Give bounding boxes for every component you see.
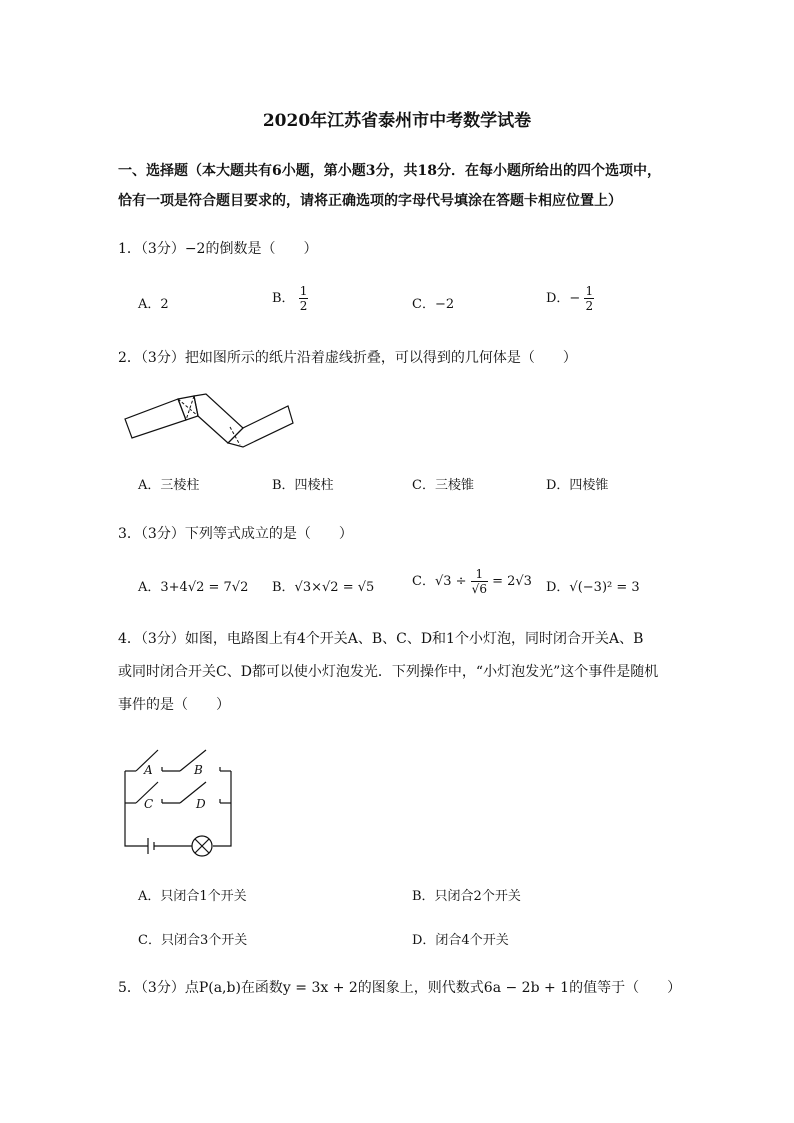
q4-option-a: A．只闭合1个开关 — [138, 889, 247, 904]
question-4-line-3: 事件的是（ ） — [118, 697, 230, 713]
circuit-diagram — [118, 742, 238, 858]
fraction-denominator: 2 — [585, 299, 594, 313]
paper-left-rect — [125, 399, 186, 438]
question-5-stem: 5．（3分）点P(a,b)在函数y = 3x + 2的图象上，则代数式6a − 2b + 1的值等于（ ） — [118, 980, 682, 996]
fraction-numerator: 1 — [585, 284, 594, 298]
fold-line-2 — [186, 396, 194, 420]
q3-option-c-fraction — [471, 567, 488, 596]
wire-right — [213, 771, 231, 846]
q4-option-d: D．闭合4个开关 — [412, 933, 509, 948]
switch-b-label: B — [194, 763, 203, 777]
q3-option-b: B．√3×√2 = √5 — [272, 580, 375, 595]
q4-option-b: B．只闭合2个开关 — [412, 889, 521, 904]
switch-d-label: D — [196, 797, 206, 811]
fraction-numerator: 1 — [299, 284, 308, 298]
q1-option-d — [546, 284, 594, 313]
fraction-denominator: √6 — [471, 582, 487, 596]
q3-option-c-prefix: C．√3 ÷ — [412, 574, 467, 589]
q1-option-b-label: B． — [272, 291, 295, 306]
q1-option-b — [272, 284, 308, 313]
fraction-numerator: 1 — [471, 567, 488, 582]
q3-option-a: A．3+4√2 = 7√2 — [138, 580, 249, 595]
q1-option-b-fraction — [299, 284, 309, 313]
folding-paper-figure — [118, 390, 298, 452]
q1-option-c: C．−2 — [412, 297, 455, 312]
q2-option-c: C．三棱锥 — [412, 478, 474, 493]
q1-option-d-fraction — [584, 284, 594, 313]
question-4-line-1: 4．（3分）如图，电路图上有4个开关A、B、C、D和1个小灯泡，同时闭合开关A、B — [118, 631, 644, 647]
fraction-denominator: 2 — [299, 299, 308, 313]
page-title: 2020年江苏省泰州市中考数学试卷 — [262, 111, 532, 131]
question-3-stem: 3．（3分）下列等式成立的是（ ） — [118, 526, 353, 542]
section-heading-line-2: 恰有一项是符合题目要求的，请将正确选项的字母代号填涂在答题卡相应位置上） — [118, 193, 622, 209]
q3-option-d: D．√(−3)² = 3 — [546, 580, 640, 595]
q3-option-c-suffix: = 2√3 — [492, 574, 532, 589]
q4-option-c: C．只闭合3个开关 — [138, 933, 248, 948]
fold-line-4 — [230, 427, 240, 445]
switch-a-label: A — [144, 763, 153, 777]
section-heading-line-1: 一、选择题（本大题共有6小题，第小题3分，共18分．在每小题所给出的四个选项中， — [118, 163, 661, 179]
question-4-line-2: 或同时闭合开关C、D都可以使小灯泡发光．下列操作中，“小灯泡发光”这个事件是随机 — [118, 664, 659, 680]
question-2-stem: 2．（3分）把如图所示的纸片沿着虚线折叠，可以得到的几何体是（ ） — [118, 350, 577, 366]
q2-option-b: B．四棱柱 — [272, 478, 334, 493]
switch-c-label: C — [144, 797, 154, 811]
q1-option-d-label: D．− — [546, 291, 581, 306]
q3-option-c — [412, 567, 532, 596]
question-1-stem: 1．（3分）−2的倒数是（ ） — [118, 241, 318, 257]
q1-option-a: A．2 — [138, 297, 169, 312]
q2-option-a: A．三棱柱 — [138, 478, 200, 493]
q2-option-d: D．四棱锥 — [546, 478, 609, 493]
